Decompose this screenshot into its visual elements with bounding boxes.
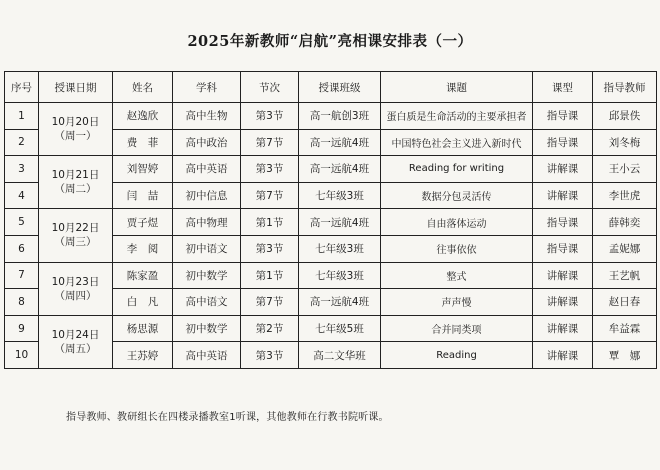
cell-period: 第1节 [241,209,299,236]
cell-name: 闫 喆 [113,182,173,209]
cell-subject: 初中数学 [173,262,241,289]
cell-class: 高一远航4班 [299,129,381,156]
header-mentor: 指导教师 [593,72,657,103]
cell-subject: 初中数学 [173,315,241,342]
header-type: 课型 [533,72,593,103]
cell-topic: Reading for writing [381,156,533,183]
table-row [5,103,657,130]
cell-no: 7 [5,262,39,289]
cell-period: 第3节 [241,235,299,262]
cell-topic: 中国特色社会主义进入新时代 [381,129,533,156]
cell-class: 高一航创3班 [299,103,381,130]
cell-class: 七年级3班 [299,262,381,289]
cell-class: 高一远航4班 [299,289,381,316]
header-topic: 课题 [381,72,533,103]
cell-name: 杨思源 [113,315,173,342]
cell-period: 第7节 [241,129,299,156]
cell-date [39,262,113,315]
cell-no: 10 [5,342,39,369]
cell-subject: 高中政治 [173,129,241,156]
cell-subject: 高中英语 [173,342,241,369]
date-text: 10月22日 [51,222,100,235]
cell-period: 第7节 [241,289,299,316]
cell-name: 李 阅 [113,235,173,262]
cell-mentor: 赵日春 [593,289,657,316]
cell-subject: 高中英语 [173,156,241,183]
cell-class: 七年级3班 [299,235,381,262]
schedule-table [4,71,657,369]
cell-period: 第3节 [241,103,299,130]
cell-class: 高一远航4班 [299,156,381,183]
cell-name: 刘智婷 [113,156,173,183]
cell-topic: 往事依依 [381,235,533,262]
header-no: 序号 [5,72,39,103]
cell-type: 指导课 [533,235,593,262]
cell-topic: 整式 [381,262,533,289]
cell-mentor: 牟益霖 [593,315,657,342]
cell-no: 8 [5,289,39,316]
cell-type: 讲解课 [533,182,593,209]
cell-topic: 自由落体运动 [381,209,533,236]
cell-topic: Reading [381,342,533,369]
table-row [5,315,657,342]
table-row [5,156,657,183]
cell-no: 1 [5,103,39,130]
date-text: 10月24日 [51,328,100,341]
cell-no: 5 [5,209,39,236]
cell-period: 第3节 [241,342,299,369]
cell-name: 贾子煜 [113,209,173,236]
cell-mentor: 孟妮娜 [593,235,657,262]
cell-type: 指导课 [533,209,593,236]
cell-mentor: 李世虎 [593,182,657,209]
cell-type: 讲解课 [533,289,593,316]
date-text: 10月23日 [51,275,100,288]
cell-class: 七年级5班 [299,315,381,342]
cell-date [39,209,113,262]
weekday-text: （周五） [54,342,97,355]
weekday-text: （周二） [54,183,97,196]
weekday-text: （周三） [54,236,97,249]
cell-date [39,156,113,209]
cell-no: 3 [5,156,39,183]
header-period: 节次 [241,72,299,103]
cell-type: 讲解课 [533,315,593,342]
cell-name: 费 菲 [113,129,173,156]
footer-note: 指导教师、教研组长在四楼录播教室1听课，其他教师在行教书院听课。 [66,412,389,423]
cell-name: 王苏婷 [113,342,173,369]
cell-class: 高一远航4班 [299,209,381,236]
cell-date [39,315,113,368]
page-title: 2025年新教师“启航”亮相课安排表（一） [187,33,473,50]
cell-type: 指导课 [533,129,593,156]
cell-type: 讲解课 [533,342,593,369]
cell-period: 第2节 [241,315,299,342]
cell-mentor: 邱景佚 [593,103,657,130]
cell-mentor: 覃 娜 [593,342,657,369]
date-text: 10月20日 [51,116,100,129]
cell-period: 第7节 [241,182,299,209]
date-text: 10月21日 [51,169,100,182]
cell-no: 6 [5,235,39,262]
weekday-text: （周一） [54,130,97,143]
cell-name: 赵逸欣 [113,103,173,130]
cell-type: 指导课 [533,103,593,130]
weekday-text: （周四） [54,289,97,302]
table-row [5,262,657,289]
header-date: 授课日期 [39,72,113,103]
cell-name: 白 凡 [113,289,173,316]
header-class: 授课班级 [299,72,381,103]
cell-topic: 蛋白质是生命活动的主要承担者 [381,103,533,130]
cell-subject: 初中语文 [173,235,241,262]
cell-period: 第3节 [241,156,299,183]
cell-date [39,103,113,156]
cell-mentor: 薛韩奕 [593,209,657,236]
header-subject: 学科 [173,72,241,103]
header-name: 姓名 [113,72,173,103]
cell-subject: 高中语文 [173,289,241,316]
cell-topic: 数据分包灵活传 [381,182,533,209]
cell-type: 讲解课 [533,156,593,183]
cell-mentor: 王艺帆 [593,262,657,289]
cell-name: 陈家盈 [113,262,173,289]
cell-no: 9 [5,315,39,342]
cell-subject: 初中信息 [173,182,241,209]
table-row [5,209,657,236]
cell-class: 七年级3班 [299,182,381,209]
cell-type: 讲解课 [533,262,593,289]
cell-period: 第1节 [241,262,299,289]
cell-topic: 合并同类项 [381,315,533,342]
cell-topic: 声声慢 [381,289,533,316]
cell-mentor: 王小云 [593,156,657,183]
cell-mentor: 刘冬梅 [593,129,657,156]
cell-class: 高二文华班 [299,342,381,369]
cell-subject: 高中物理 [173,209,241,236]
cell-subject: 高中生物 [173,103,241,130]
cell-no: 4 [5,182,39,209]
cell-no: 2 [5,129,39,156]
table-header-row [5,72,657,103]
